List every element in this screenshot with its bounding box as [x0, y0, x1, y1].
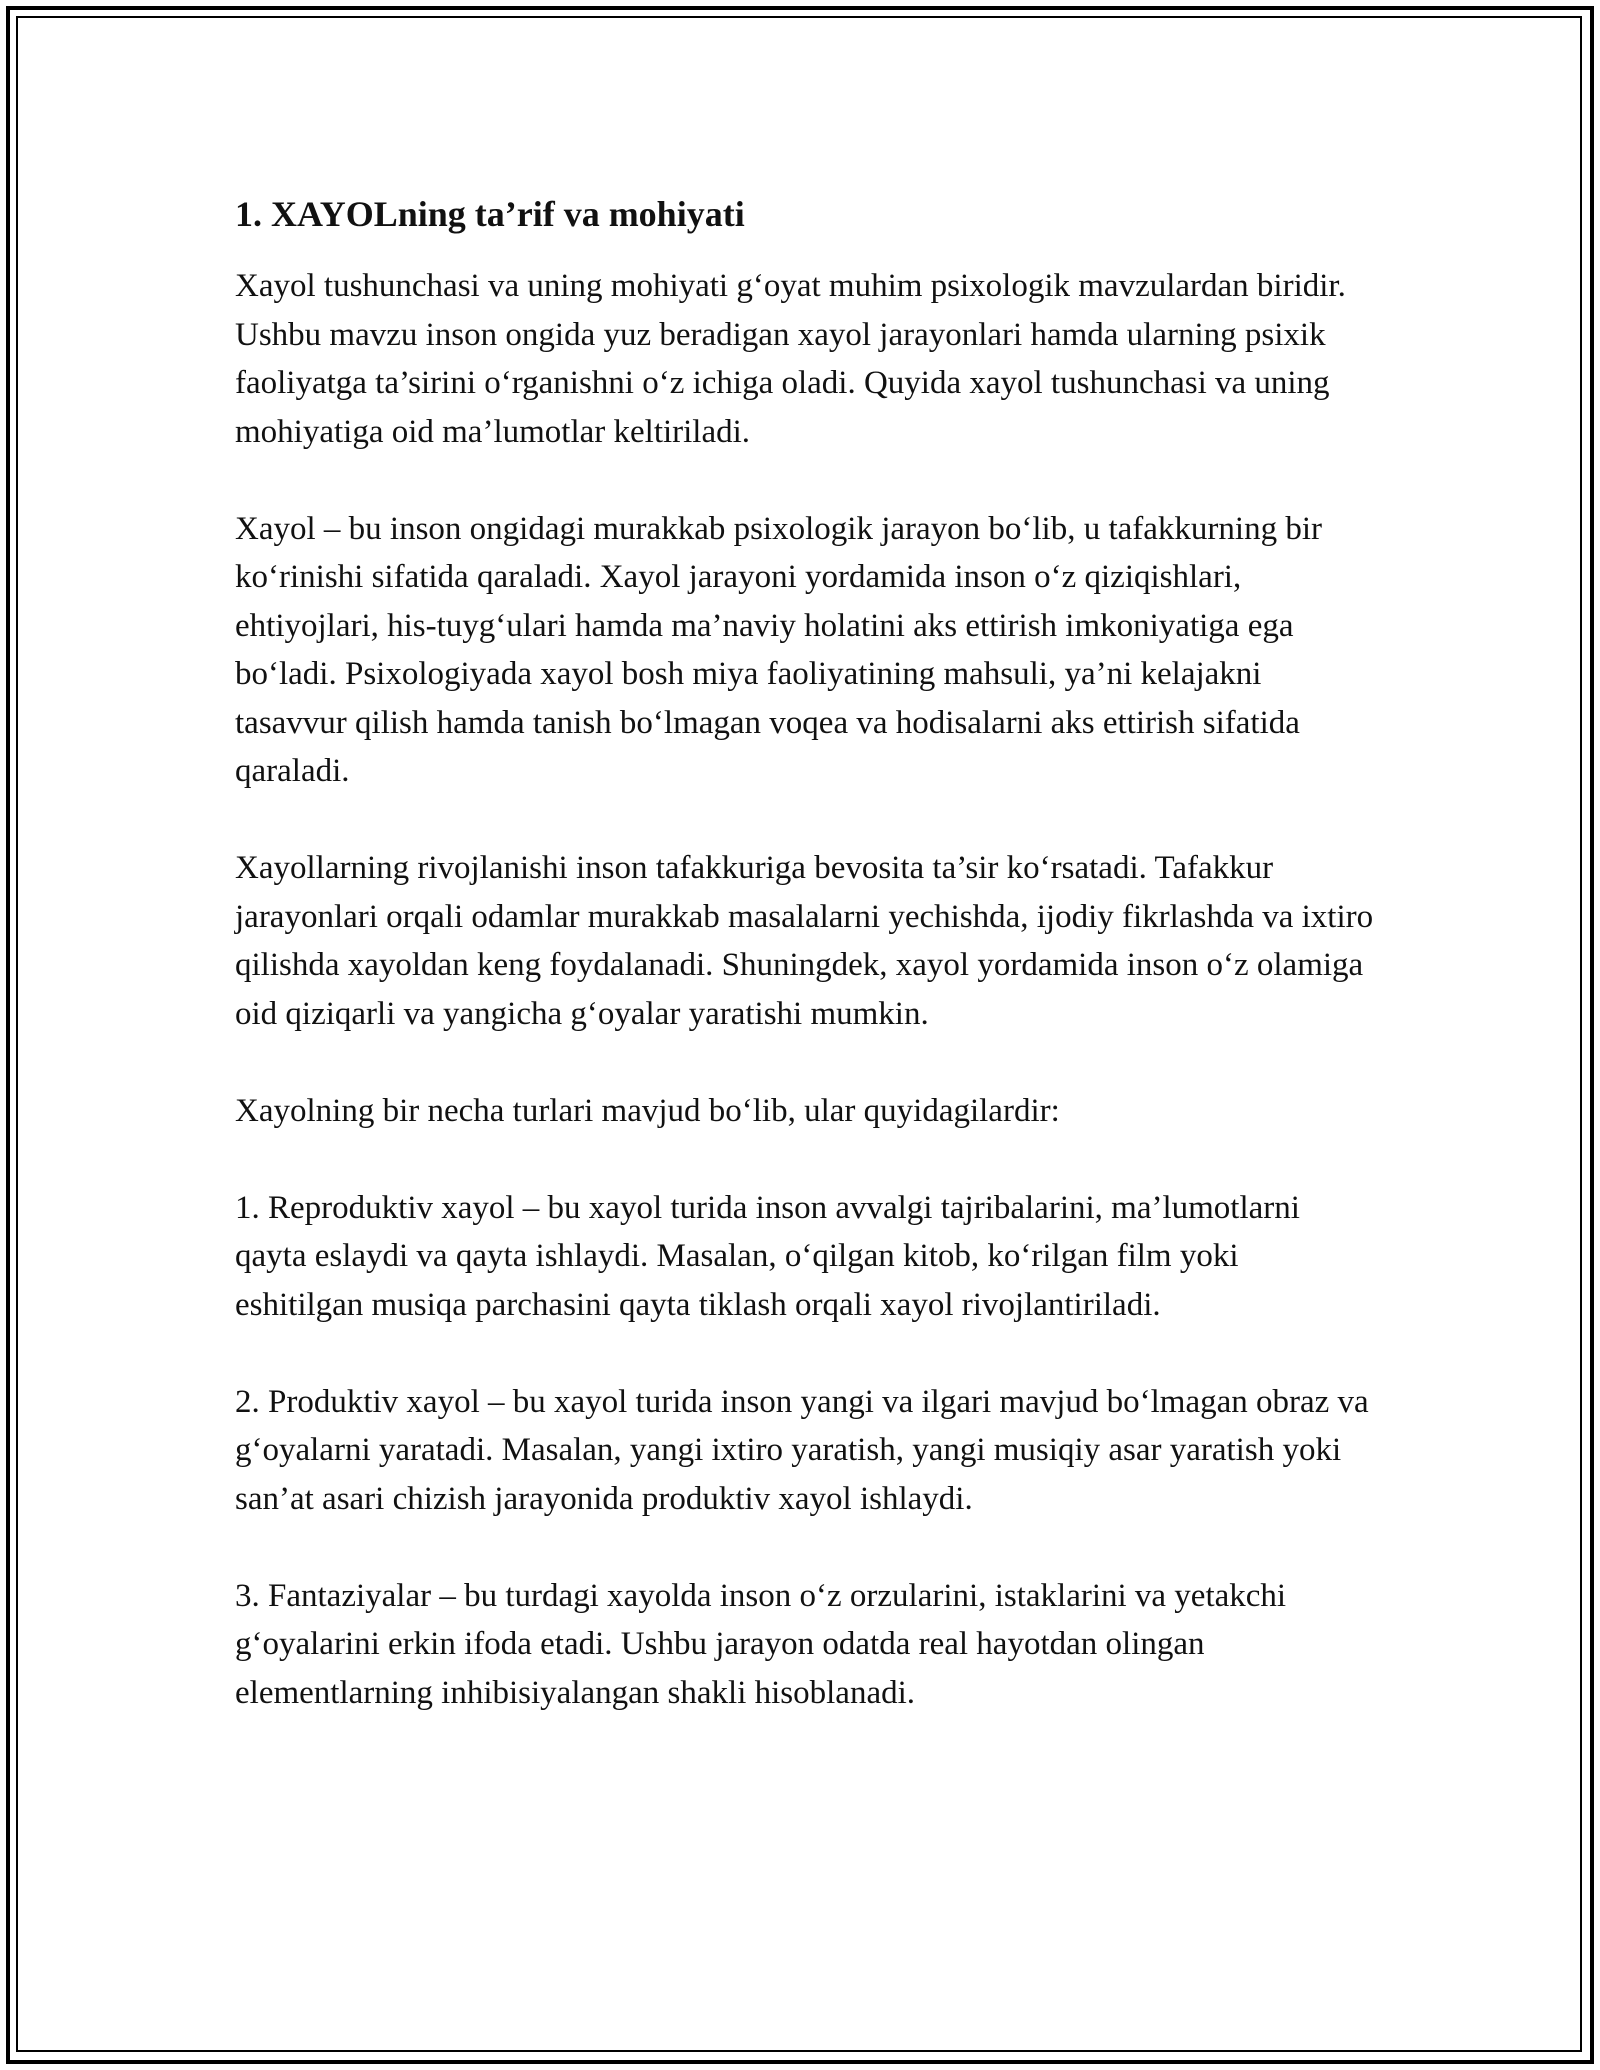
paragraph-development: Xayollarning rivojlanishi inson tafakkuriga bevosita ta’sir ko‘rsatadi. Tafakkur jarayonlari orqali odamlar murakkab masalalarni yechishda, ijodiy fikrlashda va ixtiro qilishda xayoldan keng foydalanadi. Shuningdek, xayol yordamida inson o‘z olamiga oid qiziqarli va yangicha g‘oyalar yaratishi mumkin. [235, 850, 1374, 1032]
list-item-reproductive: 1. Reproduktiv xayol – bu xayol turida inson avvalgi tajribalarini, ma’lumotlarni qayta eslaydi va qayta ishlaydi. Masalan, o‘qilgan kitob, ko‘rilgan film yoki eshitilgan musiqa parchasini qayta tiklash orqali xayol rivojlantiriladi. [235, 1189, 1300, 1323]
document-body [235, 186, 1375, 1717]
paragraph-definition: Xayol – bu inson ongidagi murakkab psixologik jarayon bo‘lib, u tafakkurning bir ko‘rinishi sifatida qaraladi. Xayol jarayoni yordamida inson o‘z qiziqishlari, ehtiyojlari, his-tuyg‘ulari hamda ma’naviy holatini aks ettirish imkoniyatiga ega bo‘ladi. Psixologiyada xayol bosh miya faoliyatining mahsuli, ya’ni kelajakni tasavvur qilish hamda tanish bo‘lmagan voqea va hodisalarni aks ettirish sifatida qaraladi. [235, 510, 1322, 789]
paragraph-types-intro: Xayolning bir necha turlari mavjud bo‘lib, ular quyidagilardir: [235, 1092, 1060, 1129]
list-item-fantasies: 3. Fantaziyalar – bu turdagi xayolda inson o‘z orzularini, istaklarini va yetakchi g‘oyalarini erkin ifoda etadi. Ushbu jarayon odatda real hayotdan olingan elementlarning inhibisiyalangan shakli hisoblanadi. [235, 1577, 1287, 1711]
list-item-productive: 2. Produktiv xayol – bu xayol turida inson yangi va ilgari mavjud bo‘lmagan obraz va g‘oyalarni yaratadi. Masalan, yangi ixtiro yaratish, yangi musiqiy asar yaratish yoki san’at asari chizish jarayonida produktiv xayol ishlaydi. [235, 1383, 1369, 1517]
section-heading: 1. XAYOLning ta’rif va mohiyati [235, 194, 745, 234]
paragraph-intro: Xayol tushunchasi va uning mohiyati g‘oyat muhim psixologik mavzulardan biridir. Ushbu mavzu inson ongida yuz beradigan xayol jarayonlari hamda ularning psixik faoliyatga ta’sirini o‘rganishni o‘z ichiga oladi. Quyida xayol tushunchasi va uning mohiyatiga oid ma’lumotlar keltiriladi. [235, 268, 1346, 450]
